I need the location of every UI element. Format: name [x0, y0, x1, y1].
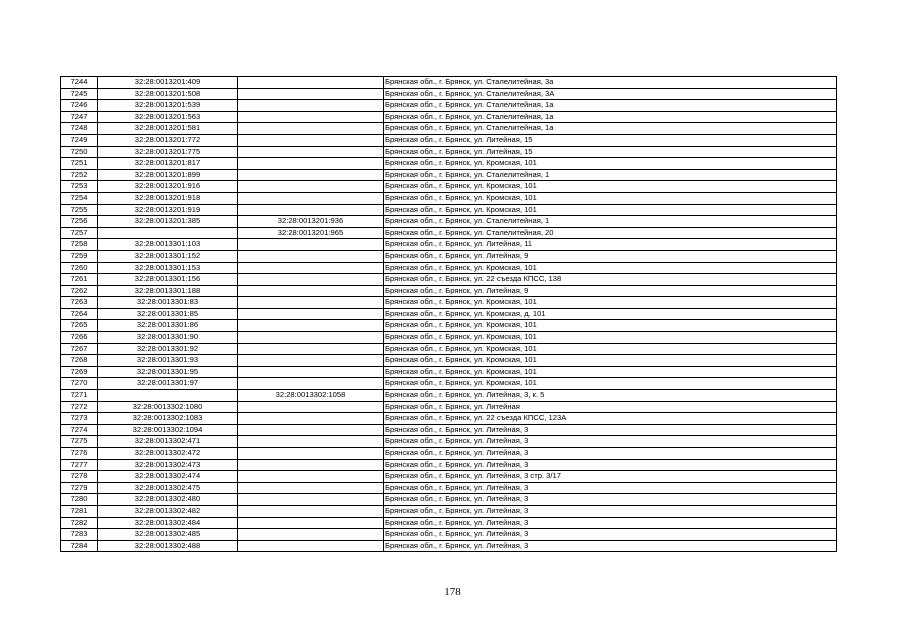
row-number-cell: 7263	[61, 297, 98, 309]
row-number-cell: 7255	[61, 204, 98, 216]
secondary-cadastral-cell	[238, 181, 384, 193]
table-row	[61, 100, 837, 112]
table-row	[61, 366, 837, 378]
secondary-cadastral-cell	[238, 366, 384, 378]
address-cell: Брянская обл., г. Брянск, ул. Литейная, 3	[384, 505, 837, 517]
cadastral-number-cell: 32:28:0013201:775	[98, 146, 238, 158]
cadastral-number-cell: 32:28:0013301:95	[98, 366, 238, 378]
address-cell: Брянская обл., г. Брянск, ул. Сталелитейная, 1	[384, 216, 837, 228]
table-row	[61, 343, 837, 355]
row-number-cell: 7251	[61, 158, 98, 170]
cadastral-number-cell: 32:28:0013201:563	[98, 111, 238, 123]
secondary-cadastral-cell	[238, 146, 384, 158]
row-number-cell: 7266	[61, 332, 98, 344]
table-row	[61, 401, 837, 413]
secondary-cadastral-cell	[238, 413, 384, 425]
table-row	[61, 216, 837, 228]
address-cell: Брянская обл., г. Брянск, ул. Литейная, 3	[384, 540, 837, 552]
table-row	[61, 88, 837, 100]
secondary-cadastral-cell	[238, 77, 384, 89]
cadastral-number-cell: 32:28:0013302:485	[98, 529, 238, 541]
address-cell: Брянская обл., г. Брянск, ул. Кромская, 101	[384, 343, 837, 355]
address-cell: Брянская обл., г. Брянск, ул. Литейная, 3	[384, 517, 837, 529]
cadastral-number-cell: 32:28:0013302:488	[98, 540, 238, 552]
address-cell: Брянская обл., г. Брянск, ул. 22 съезда КПСС, 123А	[384, 413, 837, 425]
address-cell: Брянская обл., г. Брянск, ул. Кромская, 101	[384, 181, 837, 193]
table-row	[61, 482, 837, 494]
row-number-cell: 7250	[61, 146, 98, 158]
cadastral-number-cell: 32:28:0013201:919	[98, 204, 238, 216]
address-cell: Брянская обл., г. Брянск, ул. Литейная	[384, 401, 837, 413]
cadastral-number-cell: 32:28:0013301:156	[98, 274, 238, 286]
cadastral-number-cell: 32:28:0013302:471	[98, 436, 238, 448]
cadastral-number-cell: 32:28:0013301:188	[98, 285, 238, 297]
table-row	[61, 448, 837, 460]
secondary-cadastral-cell	[238, 459, 384, 471]
address-cell: Брянская обл., г. Брянск, ул. Литейная, 15	[384, 134, 837, 146]
secondary-cadastral-cell	[238, 123, 384, 135]
row-number-cell: 7274	[61, 424, 98, 436]
address-cell: Брянская обл., г. Брянск, ул. Литейная, 3 стр. 3/17	[384, 471, 837, 483]
cadastral-number-cell: 32:28:0013201:539	[98, 100, 238, 112]
secondary-cadastral-cell	[238, 517, 384, 529]
table-row	[61, 146, 837, 158]
row-number-cell: 7282	[61, 517, 98, 529]
row-number-cell: 7270	[61, 378, 98, 390]
address-cell: Брянская обл., г. Брянск, ул. Кромская, 101	[384, 192, 837, 204]
table-row	[61, 459, 837, 471]
table-row	[61, 332, 837, 344]
secondary-cadastral-cell	[238, 262, 384, 274]
cadastral-number-cell: 32:28:0013302:474	[98, 471, 238, 483]
table-row	[61, 77, 837, 89]
secondary-cadastral-cell	[238, 250, 384, 262]
address-cell: Брянская обл., г. Брянск, ул. Литейная, 9	[384, 285, 837, 297]
cadastral-number-cell: 32:28:0013301:152	[98, 250, 238, 262]
table-row	[61, 262, 837, 274]
table-row	[61, 134, 837, 146]
cadastral-number-cell: 32:28:0013201:916	[98, 181, 238, 193]
cadastral-number-cell: 32:28:0013302:473	[98, 459, 238, 471]
address-cell: Брянская обл., г. Брянск, ул. Кромская, 101	[384, 262, 837, 274]
address-cell: Брянская обл., г. Брянск, ул. Литейная, 3, к. 5	[384, 390, 837, 402]
table-row	[61, 239, 837, 251]
address-cell: Брянская обл., г. Брянск, ул. Сталелитейная, 1	[384, 169, 837, 181]
cadastral-number-cell: 32:28:0013302:482	[98, 505, 238, 517]
secondary-cadastral-cell	[238, 308, 384, 320]
cadastral-number-cell: 32:28:0013302:1094	[98, 424, 238, 436]
row-number-cell: 7254	[61, 192, 98, 204]
address-cell: Брянская обл., г. Брянск, ул. Литейная, 3	[384, 459, 837, 471]
cadastral-number-cell: 32:28:0013302:472	[98, 448, 238, 460]
row-number-cell: 7262	[61, 285, 98, 297]
address-cell: Брянская обл., г. Брянск, ул. Сталелитейная, 20	[384, 227, 837, 239]
cadastral-number-cell: 32:28:0013301:93	[98, 355, 238, 367]
row-number-cell: 7258	[61, 239, 98, 251]
table-row	[61, 158, 837, 170]
table-row	[61, 204, 837, 216]
table-row	[61, 413, 837, 425]
row-number-cell: 7248	[61, 123, 98, 135]
secondary-cadastral-cell	[238, 448, 384, 460]
cadastral-number-cell: 32:28:0013301:153	[98, 262, 238, 274]
address-cell: Брянская обл., г. Брянск, ул. Литейная, 3	[384, 482, 837, 494]
cadastral-number-cell: 32:28:0013201:508	[98, 88, 238, 100]
row-number-cell: 7273	[61, 413, 98, 425]
row-number-cell: 7283	[61, 529, 98, 541]
cadastral-number-cell: 32:28:0013201:385	[98, 216, 238, 228]
secondary-cadastral-cell	[238, 169, 384, 181]
cadastral-number-cell: 32:28:0013302:484	[98, 517, 238, 529]
secondary-cadastral-cell	[238, 505, 384, 517]
table-row	[61, 540, 837, 552]
row-number-cell: 7247	[61, 111, 98, 123]
secondary-cadastral-cell	[238, 424, 384, 436]
cadastral-number-cell: 32:28:0013302:475	[98, 482, 238, 494]
address-cell: Брянская обл., г. Брянск, ул. Литейная, 9	[384, 250, 837, 262]
address-cell: Брянская обл., г. Брянск, ул. Сталелитейная, 1а	[384, 100, 837, 112]
table-row	[61, 111, 837, 123]
address-cell: Брянская обл., г. Брянск, ул. Литейная, 3	[384, 436, 837, 448]
row-number-cell: 7278	[61, 471, 98, 483]
address-cell: Брянская обл., г. Брянск, ул. Литейная, 3	[384, 529, 837, 541]
cadastral-number-cell	[98, 390, 238, 402]
secondary-cadastral-cell	[238, 192, 384, 204]
row-number-cell: 7261	[61, 274, 98, 286]
secondary-cadastral-cell: 32:28:0013201:965	[238, 227, 384, 239]
secondary-cadastral-cell	[238, 482, 384, 494]
table-row	[61, 297, 837, 309]
cadastral-number-cell: 32:28:0013301:103	[98, 239, 238, 251]
cadastral-number-cell: 32:28:0013301:92	[98, 343, 238, 355]
address-cell: Брянская обл., г. Брянск, ул. Литейная, 3	[384, 424, 837, 436]
cadastral-number-cell: 32:28:0013301:97	[98, 378, 238, 390]
cadastral-number-cell: 32:28:0013301:83	[98, 297, 238, 309]
address-cell: Брянская обл., г. Брянск, ул. Кромская, 101	[384, 366, 837, 378]
table-row	[61, 390, 837, 402]
address-cell: Брянская обл., г. Брянск, ул. Сталелитейная, 3а	[384, 77, 837, 89]
row-number-cell: 7244	[61, 77, 98, 89]
secondary-cadastral-cell	[238, 285, 384, 297]
secondary-cadastral-cell	[238, 239, 384, 251]
table-row	[61, 355, 837, 367]
row-number-cell: 7252	[61, 169, 98, 181]
address-cell: Брянская обл., г. Брянск, ул. Кромская, д. 101	[384, 308, 837, 320]
secondary-cadastral-cell	[238, 204, 384, 216]
page-number: 178	[444, 586, 461, 598]
secondary-cadastral-cell	[238, 111, 384, 123]
row-number-cell: 7257	[61, 227, 98, 239]
cadastral-number-cell: 32:28:0013201:817	[98, 158, 238, 170]
address-cell: Брянская обл., г. Брянск, ул. Кромская, 101	[384, 204, 837, 216]
address-cell: Брянская обл., г. Брянск, ул. Кромская, 101	[384, 320, 837, 332]
row-number-cell: 7281	[61, 505, 98, 517]
secondary-cadastral-cell	[238, 471, 384, 483]
cadastral-number-cell: 32:28:0013201:918	[98, 192, 238, 204]
secondary-cadastral-cell	[238, 134, 384, 146]
table-row	[61, 424, 837, 436]
secondary-cadastral-cell	[238, 88, 384, 100]
row-number-cell: 7284	[61, 540, 98, 552]
secondary-cadastral-cell	[238, 343, 384, 355]
table-row	[61, 505, 837, 517]
secondary-cadastral-cell	[238, 355, 384, 367]
cadastral-number-cell: 32:28:0013301:90	[98, 332, 238, 344]
row-number-cell: 7280	[61, 494, 98, 506]
address-cell: Брянская обл., г. Брянск, ул. Литейная, 15	[384, 146, 837, 158]
table-row	[61, 494, 837, 506]
row-number-cell: 7265	[61, 320, 98, 332]
address-cell: Брянская обл., г. Брянск, ул. Кромская, 101	[384, 378, 837, 390]
secondary-cadastral-cell	[238, 529, 384, 541]
row-number-cell: 7267	[61, 343, 98, 355]
table-row	[61, 308, 837, 320]
cadastral-number-cell: 32:28:0013201:899	[98, 169, 238, 181]
cadastral-number-cell	[98, 227, 238, 239]
cadastral-number-cell: 32:28:0013301:86	[98, 320, 238, 332]
cadastral-number-cell: 32:28:0013302:1080	[98, 401, 238, 413]
table-row	[61, 285, 837, 297]
table-row	[61, 274, 837, 286]
secondary-cadastral-cell	[238, 320, 384, 332]
table-row	[61, 169, 837, 181]
table-row	[61, 250, 837, 262]
row-number-cell: 7268	[61, 355, 98, 367]
secondary-cadastral-cell	[238, 332, 384, 344]
row-number-cell: 7259	[61, 250, 98, 262]
row-number-cell: 7246	[61, 100, 98, 112]
secondary-cadastral-cell	[238, 494, 384, 506]
table-row	[61, 123, 837, 135]
secondary-cadastral-cell	[238, 158, 384, 170]
secondary-cadastral-cell	[238, 401, 384, 413]
table-row	[61, 181, 837, 193]
address-cell: Брянская обл., г. Брянск, ул. Кромская, 101	[384, 355, 837, 367]
cadastral-number-cell: 32:28:0013301:85	[98, 308, 238, 320]
row-number-cell: 7279	[61, 482, 98, 494]
address-cell: Брянская обл., г. Брянск, ул. Кромская, 101	[384, 158, 837, 170]
row-number-cell: 7245	[61, 88, 98, 100]
address-cell: Брянская обл., г. Брянск, ул. Кромская, 101	[384, 297, 837, 309]
secondary-cadastral-cell: 32:28:0013302:1058	[238, 390, 384, 402]
address-cell: Брянская обл., г. Брянск, ул. Кромская, 101	[384, 332, 837, 344]
row-number-cell: 7272	[61, 401, 98, 413]
table-row	[61, 227, 837, 239]
cadastral-number-cell: 32:28:0013302:1083	[98, 413, 238, 425]
secondary-cadastral-cell	[238, 378, 384, 390]
cadastral-number-cell: 32:28:0013201:772	[98, 134, 238, 146]
secondary-cadastral-cell	[238, 274, 384, 286]
cadastral-number-cell: 32:28:0013302:480	[98, 494, 238, 506]
table-body	[61, 77, 837, 552]
table-row	[61, 436, 837, 448]
table-row	[61, 378, 837, 390]
table-row	[61, 517, 837, 529]
secondary-cadastral-cell: 32:28:0013201:936	[238, 216, 384, 228]
row-number-cell: 7271	[61, 390, 98, 402]
secondary-cadastral-cell	[238, 436, 384, 448]
row-number-cell: 7276	[61, 448, 98, 460]
row-number-cell: 7249	[61, 134, 98, 146]
row-number-cell: 7269	[61, 366, 98, 378]
address-cell: Брянская обл., г. Брянск, ул. Литейная, 3	[384, 448, 837, 460]
table-row	[61, 192, 837, 204]
cadastral-number-cell: 32:28:0013201:409	[98, 77, 238, 89]
secondary-cadastral-cell	[238, 100, 384, 112]
address-cell: Брянская обл., г. Брянск, ул. Сталелитейная, 1а	[384, 123, 837, 135]
row-number-cell: 7260	[61, 262, 98, 274]
address-cell: Брянская обл., г. Брянск, ул. Сталелитейная, 1а	[384, 111, 837, 123]
row-number-cell: 7277	[61, 459, 98, 471]
cadastral-number-cell: 32:28:0013201:581	[98, 123, 238, 135]
address-cell: Брянская обл., г. Брянск, ул. Литейная, 3	[384, 494, 837, 506]
table-row	[61, 320, 837, 332]
row-number-cell: 7275	[61, 436, 98, 448]
address-cell: Брянская обл., г. Брянск, ул. Сталелитейная, 3А	[384, 88, 837, 100]
address-cell: Брянская обл., г. Брянск, ул. 22 съезда КПСС, 138	[384, 274, 837, 286]
table-row	[61, 529, 837, 541]
row-number-cell: 7256	[61, 216, 98, 228]
cadastral-table	[60, 76, 837, 552]
secondary-cadastral-cell	[238, 540, 384, 552]
secondary-cadastral-cell	[238, 297, 384, 309]
row-number-cell: 7264	[61, 308, 98, 320]
address-cell: Брянская обл., г. Брянск, ул. Литейная, 11	[384, 239, 837, 251]
row-number-cell: 7253	[61, 181, 98, 193]
table-row	[61, 471, 837, 483]
